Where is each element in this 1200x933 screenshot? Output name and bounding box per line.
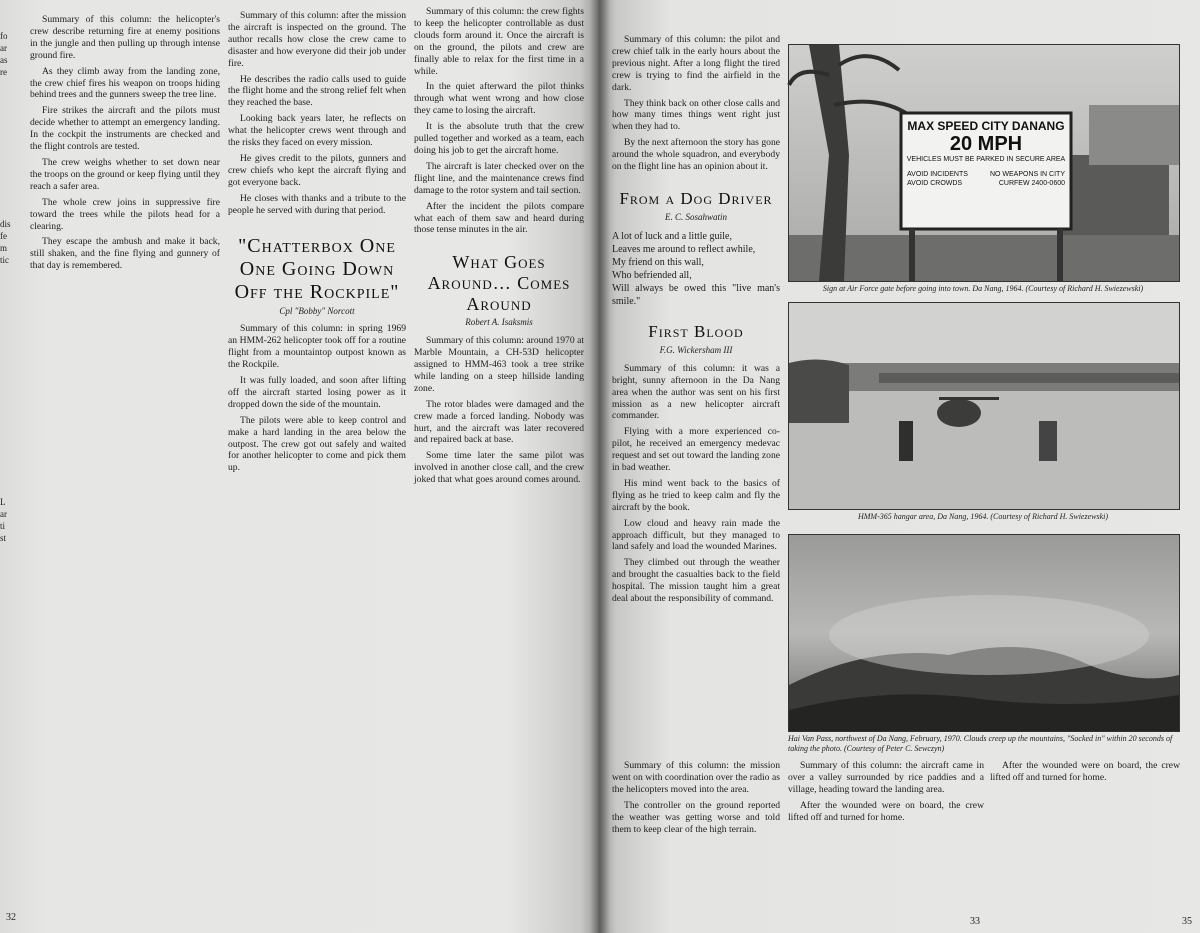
article-byline: Robert A. Isaksmis <box>465 317 533 328</box>
paragraph: The rotor blades were damaged and the crew made a forced landing. Nobody was hurt, and the aircraft was later recovered and repaired back at base. <box>414 398 584 446</box>
paragraph: After the wounded were on board, the crew lifted off and turned for home. <box>788 799 984 823</box>
photo-hangar-image <box>789 303 1179 509</box>
paragraph: As they climb away from the landing zone, the crew chief fires his weapon on troops hiding behind trees and the gunners sweep the tree line. <box>30 65 220 101</box>
paragraph: Summary of this column: the pilot and crew chief talk in the early hours about the previous night. After a long flight the tired crew is trying to find the airfield in the dark. <box>612 34 780 93</box>
paragraph: Summary of this column: the crew fights to keep the helicopter controllable as dust clouds form around it. Once the aircraft is on the ground, the pilots and crew are finally able to relax for the first time in a while. <box>414 6 584 77</box>
paragraph: Summary of this column: after the mission the aircraft is inspected on the ground. The author recalls how close the crew came to disaster and how everyone did their job under fire. <box>228 10 406 69</box>
poem-body: A lot of luck and a little guile, Leaves me around to reflect awhile, My friend on this wall, Who befriended all, Will always be owed this "live man's smile." <box>612 230 780 307</box>
paragraph: He describes the radio calls used to guide the flight home and the strong relief felt when they reached the base. <box>228 73 406 109</box>
paragraph: By the next afternoon the story has gone around the whole squadron, and everybody on the flight line has an opinion about it. <box>612 137 780 173</box>
poem-title: From a Dog Driver <box>619 188 773 208</box>
previous-page-edge-text: fo ar as re dis fe m tic L ar ti st <box>0 31 11 543</box>
paragraph: The crew weighs whether to set down near the troops on the ground or keep flying until they reach a safer area. <box>30 156 220 192</box>
page-number: 35 <box>1182 916 1192 927</box>
left-column-1 <box>30 14 220 909</box>
speed-sign-text: MAX SPEED CITY DANANG 20 MPH VEHICLES MUST BE PARKED IN SECURE AREA AVOID INCIDENTS AVOID CROWDS NO WEAPONS IN CITY CURFEW 2400-0600 <box>906 119 1066 187</box>
paragraph: He gives credit to the pilots, gunners and crew chiefs who kept the aircraft flying and got everyone back. <box>228 152 406 188</box>
right-bottom-column-3 <box>990 760 1180 920</box>
article-byline: Cpl "Bobby" Norcott <box>279 305 355 316</box>
paragraph: The aircraft is later checked over on the flight line, and the maintenance crews find damage to the rotor system and tail section. <box>414 160 584 196</box>
left-page <box>0 0 598 933</box>
paragraph: They climbed out through the weather and brought the casualties back to the field hospital. The mission taught him a great deal about the responsibility of command. <box>612 557 780 605</box>
paragraph: The whole crew joins in suppressive fire toward the trees while the pilots head for a clearing. <box>30 196 220 232</box>
page-number: 33 <box>970 916 980 927</box>
photo-hai-van-image <box>789 535 1179 731</box>
left-column-2 <box>228 10 406 905</box>
paragraph: They escape the ambush and make it back, still shaken, and the fine flying and gunnery of that day is remembered. <box>30 236 220 272</box>
article-title-chatterbox: "Chatterbox One One Going Down Off the Rockpile" <box>234 234 400 303</box>
paragraph: They think back on other close calls and how many times things went right just when they had to. <box>612 97 780 133</box>
poem-byline: E. C. Sosahwatin <box>664 211 727 222</box>
paragraph: Summary of this column: the mission went on with coordination over the radio as the helicopters moved into the area. <box>612 760 780 795</box>
paragraph: Summary of this column: the helicopter's crew describe returning fire at enemy positions in the jungle and then pulling up through intense ground fire. <box>30 14 220 61</box>
paragraph: After the incident the pilots compare what each of them saw and heard during those tense minutes in the air. <box>414 200 584 236</box>
paragraph: He closes with thanks and a tribute to the people he served with during that period. <box>228 192 406 216</box>
paragraph: In the quiet afterward the pilot thinks through what went wrong and how close they came to losing the aircraft. <box>414 81 584 117</box>
photo-hangar-area <box>788 302 1180 510</box>
paragraph: Low cloud and heavy rain made the approach difficult, but they managed to land safely and load the wounded Marines. <box>612 517 780 553</box>
paragraph: Summary of this column: it was a bright, sunny afternoon in the Da Nang area when the author was sent on his first mission as a new helicopter aircraft commander. <box>612 362 780 422</box>
paragraph: The pilots were able to keep control and make a hard landing in the area below the outpost. The crew got out safely and waited for another helicopter to come and pick them up. <box>228 414 406 474</box>
photo-speed-sign <box>788 44 1180 282</box>
page-number-left: 32 <box>6 912 16 923</box>
paragraph: Fire strikes the aircraft and the pilots must decide whether to attempt an emergency landing. In the cockpit the instruments are checked and the flight controls are tested. <box>30 105 220 153</box>
photo-hai-van-pass <box>788 534 1180 732</box>
paragraph: Summary of this column: in spring 1969 an HMM-262 helicopter took off for a routine flight from a mountaintop outpost known as the Rockpile. <box>228 323 406 371</box>
photo-caption: HMM-365 hangar area, Da Nang, 1964. (Courtesy of Richard H. Swiezewski) <box>857 512 1109 521</box>
photo-caption: Hai Van Pass, northwest of Da Nang, February, 1970. Clouds creep up the mountains, "Socked in" within 20 seconds of taking the photo. (Courtesy of Peter C. Sewczyn) <box>788 734 1173 753</box>
paragraph: It is the absolute truth that the crew pulled together and worked as a team, each doing his job to get the aircraft home. <box>414 121 584 156</box>
paragraph: After the wounded were on board, the crew lifted off and turned for home. <box>990 760 1180 783</box>
paragraph: Summary of this column: around 1970 at Marble Mountain, a CH-53D helicopter assigned to HMM-463 took a tree strike while landing on a steep hillside landing zone. <box>414 335 584 394</box>
right-column-1 <box>612 34 780 605</box>
article-title-what-goes-around: What Goes Around… Comes Around <box>427 252 571 315</box>
book-gutter <box>590 0 610 933</box>
left-column-3 <box>414 6 584 901</box>
right-page <box>598 0 1200 933</box>
paragraph: Some time later the same pilot was involved in another close call, and the crew joked that what goes around comes around. <box>414 450 584 486</box>
paragraph: Flying with a more experienced co-pilot, he received an emergency medevac request and set out toward the landing zone in bad weather. <box>612 426 780 474</box>
paragraph: It was fully loaded, and soon after lifting off the aircraft started losing power as it dropped down the side of the mountain. <box>228 375 406 410</box>
photo-caption: Sign at Air Force gate before going into town. Da Nang, 1964. (Courtesy of Richard H. Swiezewski) <box>822 284 1144 293</box>
paragraph: His mind went back to the basics of flying as he tried to keep calm and fly the aircraft by the book. <box>612 477 780 513</box>
article-title-first-blood: First Blood <box>648 321 744 341</box>
paragraph: Summary of this column: the aircraft came in over a valley surrounded by rice paddies and a village, heading toward the landing area. <box>788 760 984 795</box>
right-bottom-column-2 <box>788 760 984 920</box>
paragraph: The controller on the ground reported the weather was getting worse and told them to keep clear of the high terrain. <box>612 799 780 835</box>
paragraph: Looking back years later, he reflects on what the helicopter crews went through and the risks they faced on every mission. <box>228 113 406 149</box>
right-bottom-column-1 <box>612 760 780 920</box>
article-byline: F.G. Wickersham III <box>659 344 733 355</box>
